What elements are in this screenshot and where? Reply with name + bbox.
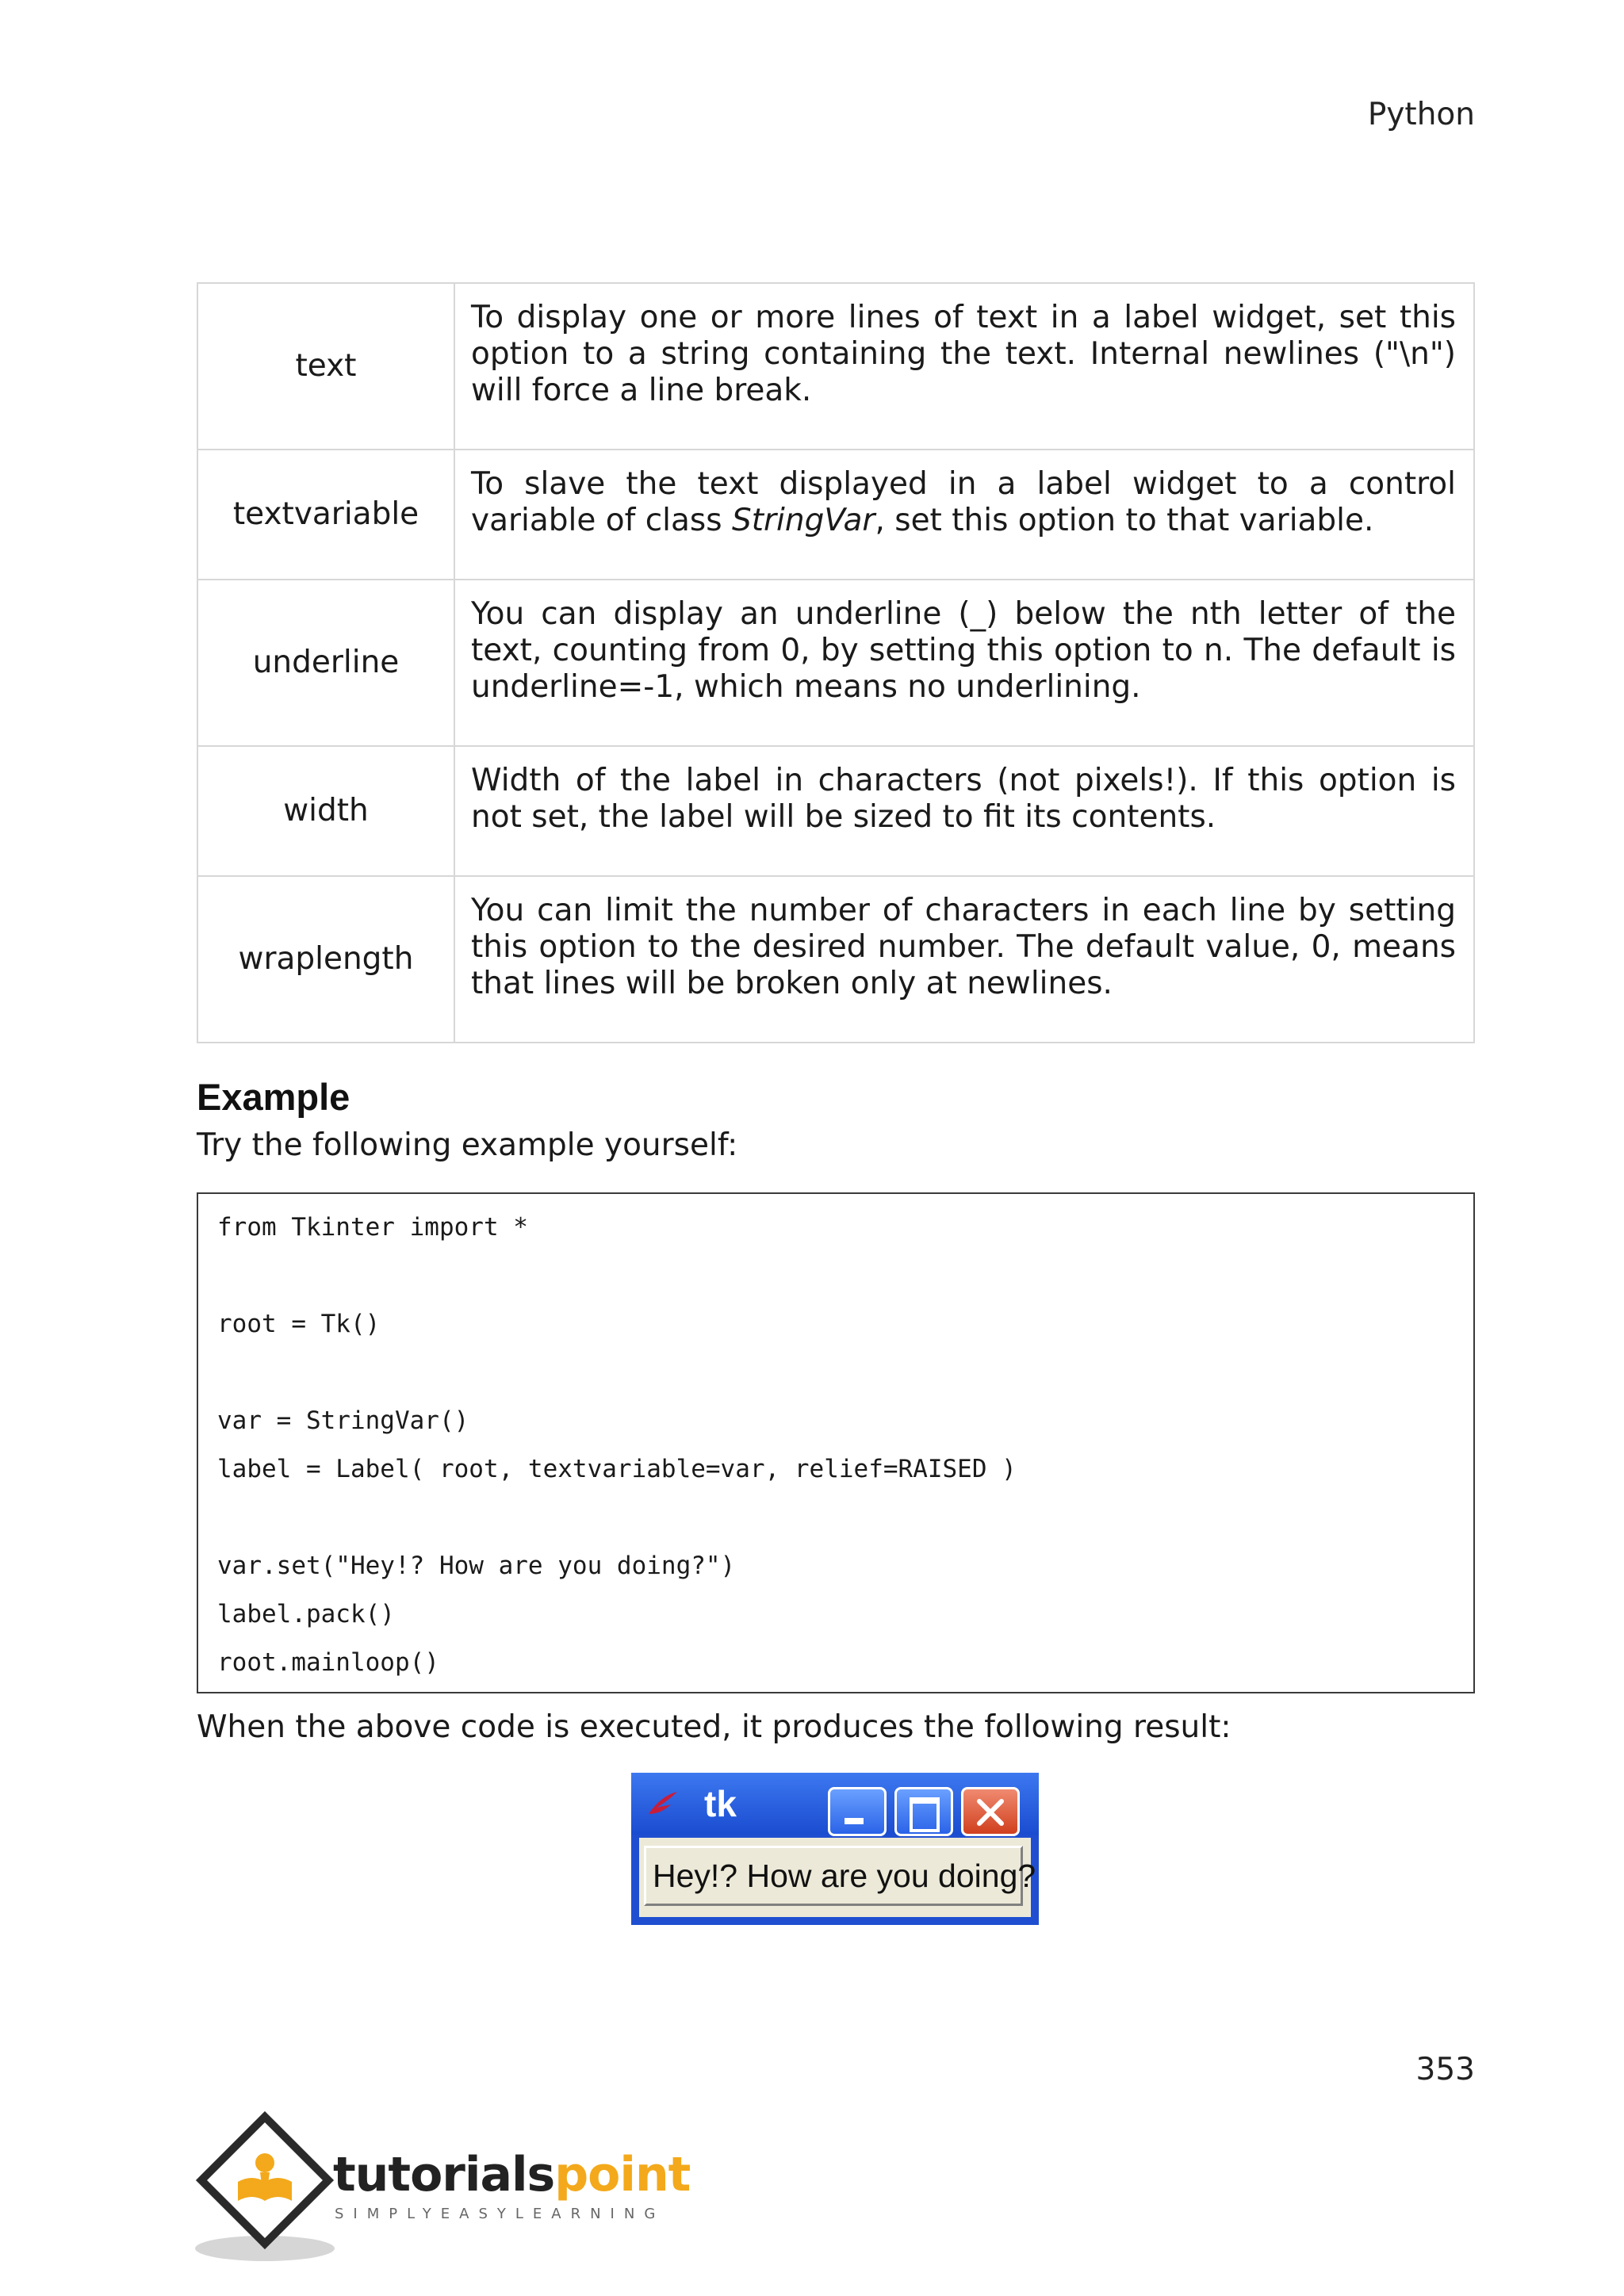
close-icon [975,1797,1006,1827]
page-number: 353 [1415,2052,1475,2087]
result-description: When the above code is executed, it produces the following result: [197,1709,1231,1745]
code-line: label.pack() [217,1600,395,1628]
logo-tagline: SIMPLYEASYLEARNING [335,2206,665,2222]
option-description: You can limit the number of characters in each line by setting this option to the desired number. The default value, 0, means that lines will be broken only at newlines. [454,876,1474,1043]
tk-window-screenshot [631,1773,1039,1925]
code-line [217,1502,1473,1550]
option-description: To display one or more lines of text in a label widget, set this option to a string containing the text. Internal newlines ("\n") will force a line break. [454,283,1474,450]
table-row [197,746,1474,876]
option-name: width [197,746,454,876]
code-block [197,1192,1475,1693]
label-options-table [197,282,1475,1043]
table-row [197,876,1474,1043]
tk-label: Hey!? How are you doing? [644,1846,1023,1906]
example-heading: Example [197,1076,350,1118]
code-line: var.set("Hey!? How are you doing?") [217,1552,736,1580]
option-name: text [197,283,454,450]
logo-word-tutorials: tutorials [333,2147,555,2202]
logo-diamond-icon [193,2107,336,2266]
logo-wordmark [333,2147,690,2202]
code-line [217,1357,1473,1405]
tutorialspoint-logo [193,2107,691,2266]
minimize-button[interactable] [828,1787,887,1836]
table-row [197,450,1474,580]
option-description-class-name: StringVar [731,503,875,538]
window-title: tk [704,1783,737,1824]
option-description [454,450,1474,580]
option-name: underline [197,580,454,746]
code-line: label = Label( root, textvariable=var, relief=RAISED ) [217,1455,1017,1483]
option-description: You can display an underline (_) below the nth letter of the text, counting from 0, by setting this option to n. The default is underline=-1, which means no underlining. [454,580,1474,746]
tk-feather-icon [647,1790,679,1817]
running-header-title: Python [1367,97,1475,132]
option-name: wraplength [197,876,454,1043]
option-description: Width of the label in characters (not pixels!). If this option is not set, the label will be sized to fit its contents. [454,746,1474,876]
window-body [639,1838,1036,1917]
option-name: textvariable [197,450,454,580]
logo-word-point: point [554,2147,691,2202]
code-line: var = StringVar() [217,1406,469,1435]
code-line: from Tkinter import * [217,1213,528,1242]
code-line [217,1260,1473,1308]
code-line: root.mainloop() [217,1648,439,1677]
maximize-button[interactable] [894,1787,953,1836]
close-button[interactable] [961,1787,1020,1836]
option-description-text: , set this option to that variable. [875,503,1374,538]
window-titlebar [631,1773,1039,1835]
table-row [197,283,1474,450]
option-description-text: To slave the text displayed in a label widget to a control variable of class [471,466,1456,538]
code-line: root = Tk() [217,1310,381,1338]
example-intro: Try the following example yourself: [197,1127,738,1163]
table-row [197,580,1474,746]
